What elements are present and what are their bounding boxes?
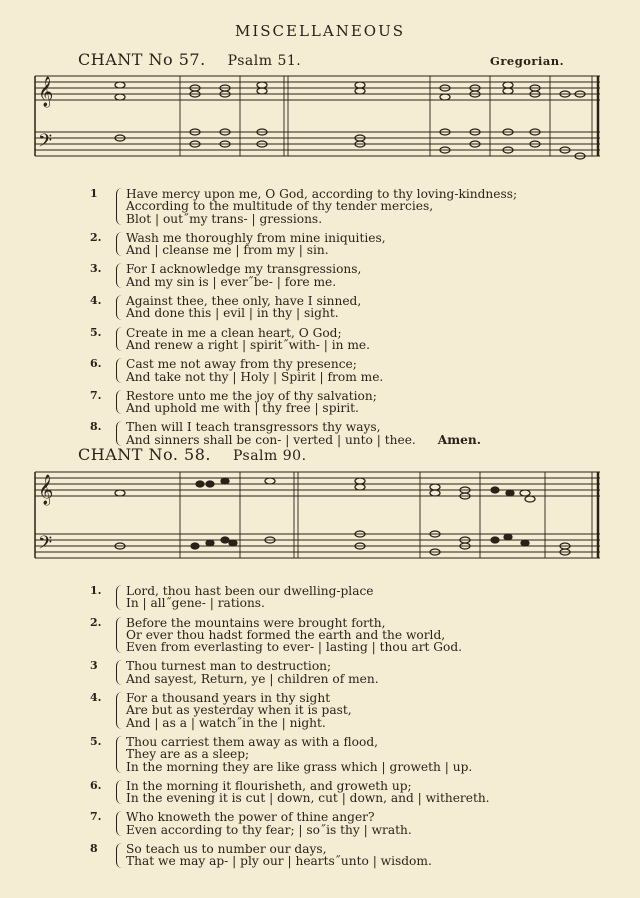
treble-clef-icon: 𝄞: [38, 475, 54, 505]
verse-line: Who knoweth the power of thine anger?: [126, 810, 375, 825]
verse-number: 3: [90, 659, 98, 673]
verse-line: And done this | evil | in thy | sight.: [126, 306, 339, 321]
verse-number: 6.: [90, 778, 102, 792]
treble-clef-icon: 𝄞: [38, 77, 54, 107]
verse-line: And | cleanse me | from my | sin.: [126, 243, 329, 258]
verse-line: In the evening it is cut | down, cut | down, and | withereth.: [126, 791, 490, 806]
chant-57-psalm: Psalm 51.: [227, 53, 302, 69]
verse-number: 3.: [90, 262, 102, 276]
verse-item: [90, 263, 610, 288]
bass-clef-icon: 𝄢: [38, 533, 53, 558]
verse-line: And uphold me with | thy free | spirit.: [126, 401, 359, 416]
verse-line: Are but as yesterday when it is past,: [126, 703, 352, 718]
verse-item: [90, 736, 610, 773]
verse-line: Lord, thou hast been our dwelling-place: [126, 584, 374, 598]
verse-line: In the morning it flourisheth, and groweth up;: [126, 778, 412, 793]
verse-line: Wash me thoroughly from mine iniquities,: [126, 230, 386, 245]
verse-line: For a thousand years in thy sight: [126, 691, 331, 706]
verse-number: 4.: [90, 691, 102, 705]
verse-item: [90, 188, 610, 225]
verse-item: [90, 780, 610, 805]
verse-line: In | all˝gene- | rations.: [126, 596, 265, 611]
verse-line: Even according to thy fear; | so˝is thy | wrath.: [126, 822, 412, 837]
verse-item: [90, 617, 610, 654]
verse-number: 7.: [90, 810, 102, 824]
verse-item: [90, 585, 610, 610]
bass-clef-icon: 𝄢: [38, 131, 53, 156]
verse-item: [90, 660, 610, 685]
verse-item: [90, 843, 610, 868]
chant-58-title-block: [78, 445, 307, 464]
verse-line: They are as a sleep;: [126, 747, 250, 762]
verse-item: [90, 811, 610, 836]
verse-line: Before the mountains were brought forth,: [126, 615, 386, 630]
verse-line: Thou turnest man to destruction;: [126, 659, 332, 674]
verse-line: Cast me not away from thy presence;: [126, 357, 357, 372]
verse-line: And my sin is | ever˝be- | fore me.: [126, 274, 337, 289]
verse-line: Create in me a clean heart, O God;: [126, 325, 342, 340]
chant-57-title: CHANT No 57.: [78, 50, 206, 69]
verse-line: Blot | out˝my trans- | gressions.: [126, 211, 323, 226]
chant-58-verses: [90, 585, 610, 875]
chant-57-title-block: [78, 50, 301, 69]
verse-number: 1.: [90, 584, 102, 597]
verse-number: 8: [90, 842, 98, 856]
verse-item: [90, 421, 610, 446]
verse-line: So teach us to number our days,: [126, 842, 327, 857]
verse-number: 2.: [90, 230, 102, 244]
verse-number: 7.: [90, 388, 102, 402]
verse-line: Against thee, thee only, have I sinned,: [126, 294, 362, 309]
chant-58-score: [30, 466, 605, 576]
verse-line: For I acknowledge my transgressions,: [126, 262, 362, 277]
verse-line: And take not thy | Holy | Spirit | from me.: [126, 369, 384, 384]
verse-line: Thou carriest them away as with a flood,: [126, 734, 378, 749]
verse-line: According to the multitude of thy tender mercies,: [126, 199, 434, 214]
chant-58-psalm: Psalm 90.: [232, 448, 307, 464]
verse-line: And sayest, Return, ye | children of men.: [126, 671, 379, 686]
verse-item: [90, 232, 610, 257]
verse-line: Have mercy upon me, O God, according to thy loving-kindness;: [126, 187, 518, 201]
verse-item: [90, 358, 610, 383]
verse-item: [90, 295, 610, 320]
verse-number: 5.: [90, 734, 102, 748]
verse-item: [90, 390, 610, 415]
verse-line: Restore unto me the joy of thy salvation;: [126, 388, 377, 403]
verse-number: 8.: [90, 420, 102, 434]
verse-line: Even from everlasting to ever- | lasting | thou art God.: [126, 640, 463, 655]
verse-item: [90, 692, 610, 729]
verse-line: Then will I teach transgressors thy ways,: [126, 420, 381, 435]
chant-57-credit: Gregorian.: [490, 54, 565, 68]
chant-57-verses: [90, 188, 610, 453]
verse-line: And | as a | watch˝in the | night.: [126, 715, 326, 730]
page-header: MISCELLANEOUS: [234, 22, 406, 40]
verse-line: That we may ap- | ply our | hearts˝unto | wisdom.: [126, 854, 432, 869]
verse-line: In the morning they are like grass which | groweth | up.: [126, 759, 473, 774]
amen-label: Amen.: [437, 432, 481, 447]
chant-57-score: [30, 70, 605, 170]
verse-number: 5.: [90, 325, 102, 339]
chant-58-title: CHANT No. 58.: [78, 445, 211, 464]
verse-number: 6.: [90, 357, 102, 371]
verse-line: And renew a right | spirit˝with- | in me.: [126, 337, 370, 352]
verse-item: [90, 327, 610, 352]
verse-number: 1: [90, 187, 98, 200]
verse-number: 4.: [90, 294, 102, 308]
verse-line: Or ever thou hadst formed the earth and the world,: [126, 627, 446, 642]
verse-line: And sinners shall be con- | verted | unto | thee.: [126, 432, 416, 447]
verse-number: 2.: [90, 615, 102, 629]
